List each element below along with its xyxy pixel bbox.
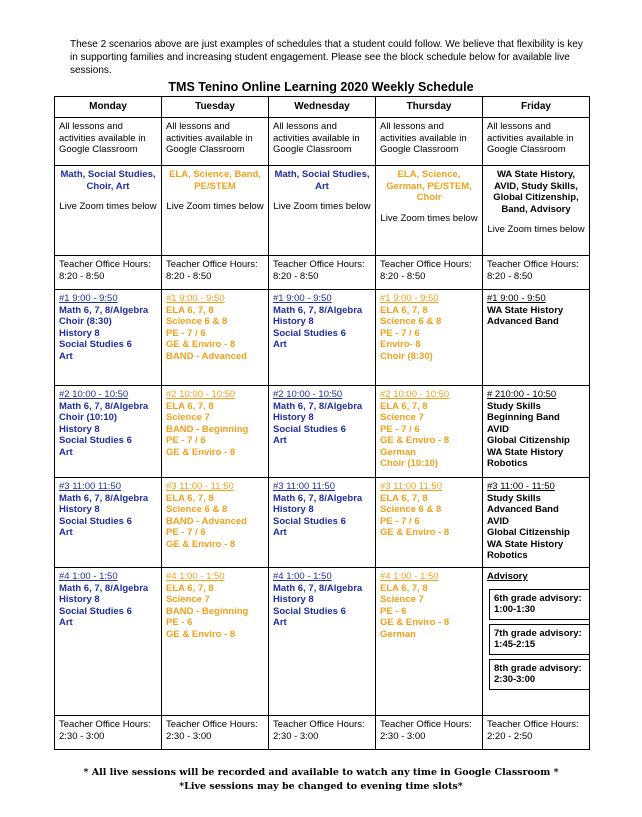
block-time: #3 11:00 11:50 bbox=[273, 481, 335, 492]
block-time: # 210:00 - 10:50 bbox=[487, 389, 557, 400]
class-line: Enviro- 8 bbox=[380, 339, 421, 350]
advisory-item: 8th grade advisory: 2:30-3:00 bbox=[489, 659, 590, 690]
subject-list: WA State History, AVID, Study Skills, Global Citizenship, Band, Advisory bbox=[493, 169, 579, 215]
block-row-2 bbox=[55, 386, 590, 478]
class-line: Global Citizenship bbox=[487, 527, 570, 538]
lessons-cell: All lessons and activities available in Google Classroom bbox=[483, 118, 590, 166]
class-line: Art bbox=[59, 527, 73, 538]
class-line: BAND - Advanced bbox=[166, 350, 247, 362]
subjects-row bbox=[55, 166, 590, 256]
office-hours-am-row bbox=[55, 256, 590, 290]
block-cell bbox=[162, 386, 269, 478]
block-cell bbox=[376, 290, 483, 386]
class-line: Robotics bbox=[487, 458, 528, 469]
lessons-cell: All lessons and activities available in Google Classroom bbox=[376, 118, 483, 166]
class-line: Art bbox=[273, 617, 287, 628]
block-time: #1 9:00 - 9:50 bbox=[487, 293, 546, 304]
class-line: ELA 6, 7, 8 bbox=[380, 492, 428, 504]
class-line: Beginning Band bbox=[487, 412, 560, 423]
office-hours-cell: Teacher Office Hours: 2:30 - 3:00 bbox=[162, 716, 269, 750]
footer-note-evening: *Live sessions may be changed to evening time slots* bbox=[179, 781, 463, 792]
block-cell bbox=[162, 290, 269, 386]
subjects-cell bbox=[55, 166, 162, 256]
class-line: Art bbox=[59, 617, 73, 628]
class-line: BAND - Beginning bbox=[166, 423, 249, 435]
lessons-cell: All lessons and activities available in Google Classroom bbox=[269, 118, 376, 166]
block-time: #1 9:00 - 9:50 bbox=[166, 293, 225, 304]
class-line: PE - 6 bbox=[380, 605, 407, 617]
day-header-row bbox=[55, 97, 590, 118]
class-line: Math 6, 7, 8/Algebra bbox=[59, 400, 149, 412]
class-line: Math 6, 7, 8/Algebra bbox=[59, 582, 149, 594]
block-time: #3 11:00 11:50 bbox=[59, 481, 121, 492]
class-line: Social Studies 6 bbox=[59, 605, 132, 617]
class-line: Science 7 bbox=[166, 594, 210, 605]
block-time: #2 10:00 - 10:50 bbox=[273, 389, 343, 400]
block-time: #1 9:00 - 9:50 bbox=[380, 293, 439, 304]
class-line: Science 7 bbox=[380, 412, 424, 423]
block-cell bbox=[162, 568, 269, 716]
block-cell bbox=[269, 478, 376, 568]
class-line: PE - 7 / 6 bbox=[380, 327, 420, 339]
zoom-note: Live Zoom times below bbox=[380, 212, 478, 224]
block-cell bbox=[483, 478, 590, 568]
class-line: GE & Enviro - 8 bbox=[380, 617, 450, 628]
footer-note-recorded: * All live sessions will be recorded and available to watch any time in Google Classroom * bbox=[83, 767, 559, 778]
block-row-3 bbox=[55, 478, 590, 568]
block-cell bbox=[483, 386, 590, 478]
zoom-note: Live Zoom times below bbox=[59, 201, 157, 212]
class-line: History 8 bbox=[273, 504, 314, 515]
subject-list: Math, Social Studies, Art bbox=[274, 169, 370, 192]
class-line: Global Citizenship bbox=[487, 435, 570, 446]
class-line: ELA 6, 7, 8 bbox=[166, 492, 214, 504]
block-cell bbox=[269, 386, 376, 478]
class-line: Science 6 & 8 bbox=[380, 316, 442, 327]
block-cell bbox=[269, 290, 376, 386]
block-cell bbox=[55, 386, 162, 478]
day-header-tuesday: Tuesday bbox=[162, 97, 269, 118]
class-line: Study Skills bbox=[487, 400, 541, 412]
class-line: PE - 7 / 6 bbox=[380, 423, 420, 435]
class-line: Math 6, 7, 8/Algebra bbox=[273, 400, 363, 412]
block-cell bbox=[55, 290, 162, 386]
subjects-cell bbox=[483, 166, 590, 256]
class-line: Social Studies 6 bbox=[273, 423, 346, 435]
class-line: PE - 7 / 6 bbox=[166, 327, 206, 339]
subject-list: ELA, Science, German, PE/STEM, Choir bbox=[386, 169, 472, 203]
class-line: Choir (8:30) bbox=[59, 316, 112, 327]
block-time: #1 9:00 - 9:50 bbox=[59, 293, 118, 304]
class-line: GE & Enviro - 8 bbox=[166, 538, 236, 550]
office-hours-pm-row bbox=[55, 716, 590, 750]
class-line: Math 6, 7, 8/Algebra bbox=[273, 304, 363, 316]
office-hours-cell: Teacher Office Hours: 2:30 - 3:00 bbox=[55, 716, 162, 750]
class-line: ELA 6, 7, 8 bbox=[166, 304, 214, 316]
class-line: PE - 7 / 6 bbox=[166, 527, 206, 538]
class-line: GE & Enviro - 8 bbox=[166, 339, 236, 350]
class-line: Math 6, 7, 8/Algebra bbox=[59, 492, 149, 504]
class-line: Art bbox=[273, 339, 287, 350]
class-line: WA State History bbox=[487, 446, 564, 458]
office-hours-cell: Teacher Office Hours: 8:20 - 8:50 bbox=[483, 256, 590, 290]
class-line: Art bbox=[273, 527, 287, 538]
day-header-wednesday: Wednesday bbox=[269, 97, 376, 118]
class-line: Social Studies 6 bbox=[273, 605, 346, 617]
block-row-4 bbox=[55, 568, 590, 716]
zoom-note: Live Zoom times below bbox=[487, 224, 585, 235]
office-hours-cell: Teacher Office Hours: 8:20 - 8:50 bbox=[162, 256, 269, 290]
class-line: History 8 bbox=[273, 316, 314, 327]
class-line: Social Studies 6 bbox=[59, 435, 132, 446]
advisory-item: 6th grade advisory: 1:00-1:30 bbox=[489, 589, 590, 620]
block-row-1 bbox=[55, 290, 590, 386]
block-time: #4 1:00 - 1:50 bbox=[59, 571, 118, 582]
block-time: #4 1:00 - 1:50 bbox=[273, 571, 332, 582]
class-line: Science 6 & 8 bbox=[166, 316, 228, 327]
block-cell bbox=[269, 568, 376, 716]
class-line: ELA 6, 7, 8 bbox=[380, 400, 428, 412]
office-hours-cell: Teacher Office Hours: 2:20 - 2:50 bbox=[483, 716, 590, 750]
subjects-cell bbox=[376, 166, 483, 256]
advisory-cell bbox=[483, 568, 590, 716]
block-cell bbox=[162, 478, 269, 568]
block-time: #2 10:00 - 10:50 bbox=[380, 389, 450, 400]
day-header-friday: Friday bbox=[483, 97, 590, 118]
class-line: Science 7 bbox=[380, 594, 424, 605]
class-line: Math 6, 7, 8/Algebra bbox=[273, 582, 363, 594]
block-cell bbox=[55, 568, 162, 716]
class-line: GE & Enviro - 8 bbox=[166, 628, 236, 640]
block-cell bbox=[55, 478, 162, 568]
class-line: ELA 6, 7, 8 bbox=[380, 582, 428, 594]
block-time: #3 11:00 - 11:50 bbox=[487, 481, 555, 492]
class-line: Robotics bbox=[487, 550, 528, 561]
class-line: WA State History bbox=[487, 538, 564, 550]
office-hours-cell: Teacher Office Hours: 8:20 - 8:50 bbox=[55, 256, 162, 290]
class-line: Science 6 & 8 bbox=[166, 504, 228, 515]
class-line: PE - 7 / 6 bbox=[166, 435, 206, 446]
subjects-cell bbox=[162, 166, 269, 256]
block-time: #4 1:00 - 1:50 bbox=[166, 571, 225, 582]
class-line: BAND - Advanced bbox=[166, 515, 247, 527]
class-line: Math 6, 7, 8/Algebra bbox=[59, 304, 149, 316]
class-line: Science 7 bbox=[166, 412, 210, 423]
class-line: GE & Enviro - 8 bbox=[380, 527, 450, 538]
class-line: Art bbox=[59, 350, 73, 362]
block-time: #2 10:00 - 10:50 bbox=[166, 389, 236, 400]
office-hours-cell: Teacher Office Hours: 8:20 - 8:50 bbox=[376, 256, 483, 290]
zoom-note: Live Zoom times below bbox=[273, 201, 371, 212]
class-line: History 8 bbox=[273, 412, 314, 423]
class-line: Art bbox=[273, 435, 287, 446]
class-line: History 8 bbox=[59, 327, 100, 339]
lessons-cell: All lessons and activities available in Google Classroom bbox=[162, 118, 269, 166]
block-cell bbox=[376, 478, 483, 568]
class-line: PE - 6 bbox=[166, 617, 193, 628]
lessons-row bbox=[55, 118, 590, 166]
class-line: ELA 6, 7, 8 bbox=[166, 582, 214, 594]
subject-list: ELA, Science, Band, PE/STEM bbox=[169, 169, 261, 192]
class-line: Social Studies 6 bbox=[59, 515, 132, 527]
class-line: History 8 bbox=[59, 504, 100, 515]
class-line: WA State History bbox=[487, 304, 564, 316]
class-line: BAND - Beginning bbox=[166, 605, 249, 617]
subjects-cell bbox=[269, 166, 376, 256]
class-line: Choir (10:10) bbox=[380, 458, 439, 469]
intro-paragraph: These 2 scenarios above are just examples of schedules that a student could follow. We believe that flexibility is key in supporting families and increasing student engagement. Please see the block schedule below for available live sessions. bbox=[70, 39, 583, 76]
class-line: GE & Enviro - 8 bbox=[166, 446, 236, 458]
class-line: Social Studies 6 bbox=[273, 327, 346, 339]
class-line: GE & Enviro - 8 bbox=[380, 435, 450, 446]
class-line: ELA 6, 7, 8 bbox=[380, 304, 428, 316]
class-line: PE - 7 / 6 bbox=[380, 515, 420, 527]
class-line: Social Studies 6 bbox=[273, 515, 346, 527]
block-time: #3 11:00 11:50 bbox=[380, 481, 442, 492]
class-line: History 8 bbox=[59, 423, 100, 435]
class-line: Study Skills bbox=[487, 492, 541, 504]
block-cell bbox=[376, 386, 483, 478]
class-line: Advanced Band bbox=[487, 504, 559, 515]
class-line: History 8 bbox=[59, 594, 100, 605]
class-line: Advanced Band bbox=[487, 316, 559, 327]
class-line: History 8 bbox=[273, 594, 314, 605]
class-line: Art bbox=[59, 446, 73, 458]
lessons-cell: All lessons and activities available in Google Classroom bbox=[55, 118, 162, 166]
office-hours-cell: Teacher Office Hours: 2:30 - 3:00 bbox=[376, 716, 483, 750]
office-hours-cell: Teacher Office Hours: 8:20 - 8:50 bbox=[269, 256, 376, 290]
class-line: ELA 6, 7, 8 bbox=[166, 400, 214, 412]
advisory-title: Advisory bbox=[487, 571, 528, 582]
class-line: AVID bbox=[487, 515, 509, 527]
block-cell bbox=[483, 290, 590, 386]
schedule-title: TMS Tenino Online Learning 2020 Weekly Schedule bbox=[168, 80, 474, 94]
block-time: #4 1:00 - 1:50 bbox=[380, 571, 439, 582]
day-header-thursday: Thursday bbox=[376, 97, 483, 118]
class-line: Math 6, 7, 8/Algebra bbox=[273, 492, 363, 504]
block-time: #2 10:00 - 10:50 bbox=[59, 389, 129, 400]
advisory-item: 7th grade advisory: 1:45-2:15 bbox=[489, 624, 590, 655]
class-line: German bbox=[380, 628, 416, 640]
zoom-note: Live Zoom times below bbox=[166, 201, 264, 212]
class-line: AVID bbox=[487, 423, 509, 435]
subject-list: Math, Social Studies, Choir, Art bbox=[60, 169, 156, 192]
day-header-monday: Monday bbox=[55, 97, 162, 118]
office-hours-cell: Teacher Office Hours: 2:30 - 3:00 bbox=[269, 716, 376, 750]
block-time: #3 11:00 - 11:50 bbox=[166, 481, 234, 492]
class-line: Choir (10:10) bbox=[59, 412, 118, 423]
class-line: Choir (8:30) bbox=[380, 350, 433, 362]
class-line: German bbox=[380, 446, 416, 458]
class-line: Science 6 & 8 bbox=[380, 504, 442, 515]
weekly-schedule-table bbox=[54, 96, 590, 750]
block-cell bbox=[376, 568, 483, 716]
block-time: #1 9:00 - 9:50 bbox=[273, 293, 332, 304]
class-line: Social Studies 6 bbox=[59, 339, 132, 350]
